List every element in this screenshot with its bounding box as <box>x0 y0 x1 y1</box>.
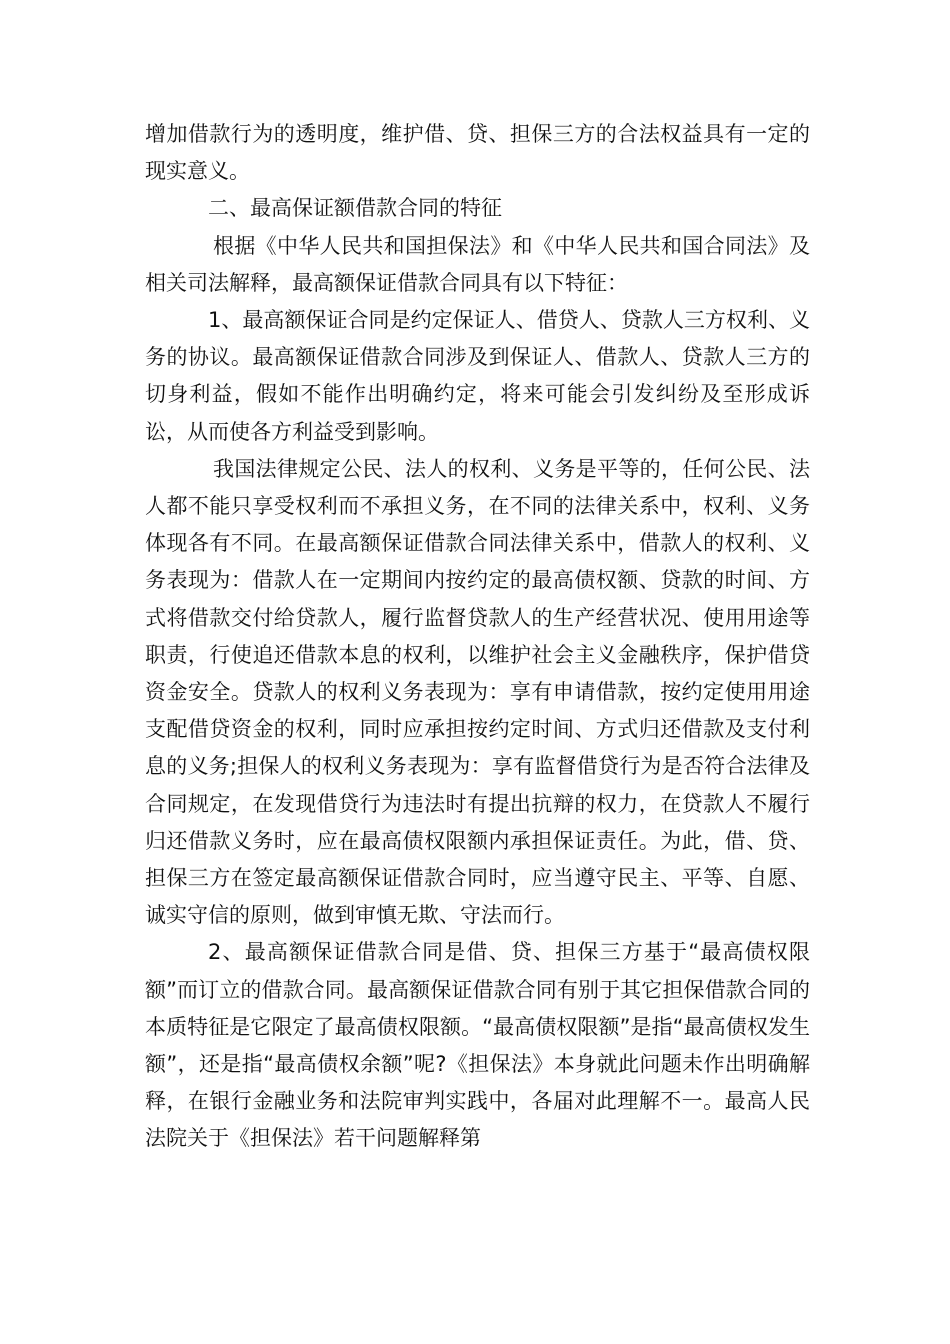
section-heading: 二、最高保证额借款合同的特征 <box>208 196 502 221</box>
paragraph-intro: 根据《中华人民共和国担保法》和《中华人民共和国合同法》及相关司法解释，最高额保证借款合同具有以下特征： <box>145 233 810 295</box>
paragraph-continuation: 增加借款行为的透明度，维护借、贷、担保三方的合法权益具有一定的现实意义。 <box>145 122 810 184</box>
paragraph-feature-1: 1、最高额保证合同是约定保证人、借贷人、贷款人三方权利、义务的协议。最高额保证借款合同涉及到保证人、借款人、贷款人三方的切身利益，假如不能作出明确约定，将来可能会引发纠纷及至形成诉讼，从而使各方利益受到影响。 <box>145 308 810 444</box>
paragraph-rights-obligations: 我国法律规定公民、法人的权利、义务是平等的，任何公民、法人都不能只享受权利而不承担义务，在不同的法律关系中，权利、义务体现各有不同。在最高额保证借款合同法律关系中，借款人的权利、义务表现为：借款人在一定期间内按约定的最高债权额、贷款的时间、方式将借款交付给贷款人，履行监督贷款人的生产经营状况、使用用途等职责，行使追还借款本息的权利，以维护社会主义金融秩序，保护借贷资金安全。贷款人的权利义务表现为：享有申请借款，按约定使用用途支配借贷资金的权利，同时应承担按约定时间、方式归还借款及支付利息的义务;担保人的权利义务表现为：享有监督借贷行为是否符合法律及合同规定，在发现借贷行为违法时有提出抗辩的权力，在贷款人不履行归还借款义务时，应在最高债权限额内承担保证责任。为此，借、贷、担保三方在签定最高额保证借款合同时，应当遵守民主、平等、自愿、诚实守信的原则，做到审慎无欺、守法而行。 <box>145 456 810 928</box>
document-body <box>145 116 810 1158</box>
paragraph-feature-2: 2、最高额保证借款合同是借、贷、担保三方基于“最高债权限额”而订立的借款合同。最高额保证借款合同有别于其它担保借款合同的本质特征是它限定了最高债权限额。“最高债权限额”是指“最高债权发生额”，还是指“最高债权余额”呢?《担保法》本身就此问题未作出明确解释，在银行金融业务和法院审判实践中，各届对此理解不一。最高人民法院关于《担保法》若干问题解释第 <box>145 940 810 1151</box>
